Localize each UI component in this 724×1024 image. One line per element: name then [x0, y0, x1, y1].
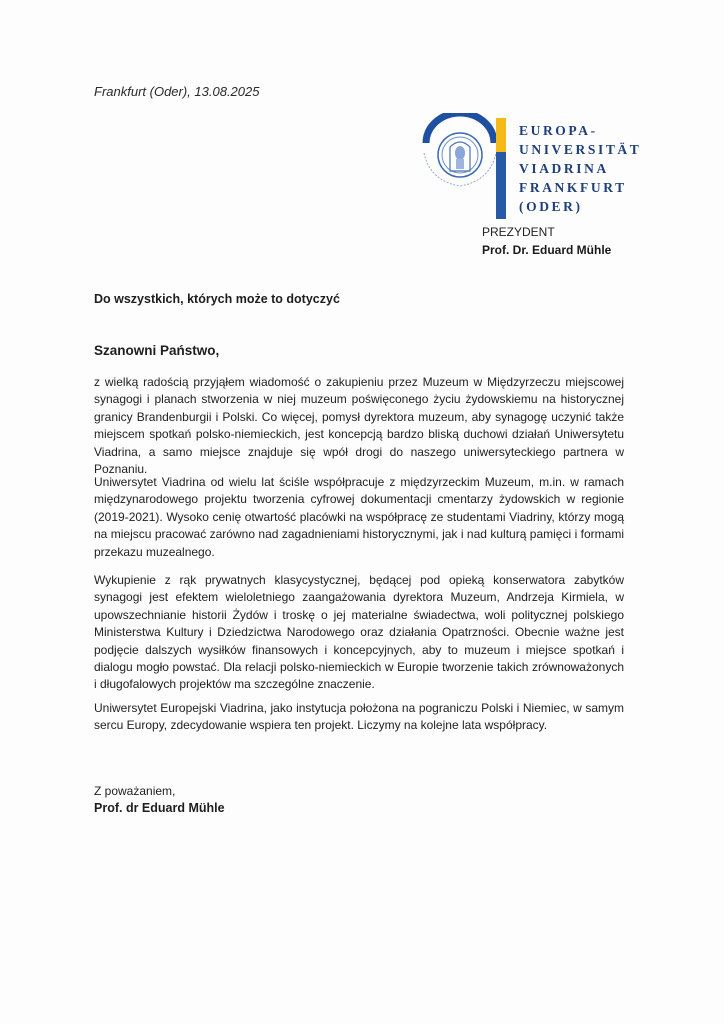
sender-name: Prof. Dr. Eduard Mühle	[482, 243, 612, 257]
wordmark-line: (ODER)	[519, 199, 583, 214]
university-seal-icon	[420, 113, 500, 189]
letter-date: Frankfurt (Oder), 13.08.2025	[94, 84, 260, 99]
sender-role: PREZYDENT	[482, 225, 555, 239]
body-paragraph: Wykupienie z rąk prywatnych klasycystycznej, będącej pod opieką konserwatora zabytków synagogi jest efektem wieloletniego zaangażowania dyrektora Muzeum, Andrzeja Kirmiela, w upowszechnianie historii Żydów i troskę o jej materialne świadectwa, woli politycznej polskiego Ministerstwa Kultury i Dziedzictwa Narodowego oraz działania Opatrzności. Obecnie ważne jest podjęcie dalszych wysiłków finansowych i koncepcyjnych, aby to muzeum i miejsce spotkań i dialogu mogło powstać. Dla relacji polsko-niemieckich w Europie tworzenie takich zrównoważonych i długofalowych projektów ma szczególne znaczenie.	[94, 573, 624, 692]
closing-phrase: Z poważaniem,	[94, 784, 176, 798]
wordmark-line: UNIVERSITÄT	[519, 142, 642, 157]
salutation: Szanowni Państwo,	[94, 343, 220, 358]
body-paragraph: Uniwersytet Viadrina od wielu lat ściśle współpracuje z międzyrzeckim Muzeum, m.in. w ramach międzynarodowego projektu tworzenia cyfrowej dokumentacji cmentarzy żydowskich w regionie (2019-2021). Wysoko cenię otwartość placówki na współpracę ze studentami Viadriny, którzy mogą na miejscu pracować zarówno nad zagadnieniami historycznymi, jak i nad kulturą pamięci i formami przekazu muzealnego.	[94, 475, 624, 559]
wordmark-line: FRANKFURT	[519, 180, 627, 195]
university-wordmark	[519, 121, 641, 216]
wordmark-line: VIADRINA	[519, 161, 609, 176]
logo-bar-blue	[496, 152, 506, 219]
logo-bar-yellow	[496, 118, 506, 152]
addressee-line: Do wszystkich, których może to dotyczyć	[94, 292, 340, 306]
signature-name: Prof. dr Eduard Mühle	[94, 801, 225, 815]
wordmark-line: EUROPA-	[519, 123, 598, 138]
body-paragraph: z wielką radością przyjąłem wiadomość o zakupieniu przez Muzeum w Międzyrzeczu miejscowej synagogi i planach stworzenia w niej muzeum poświęconego życiu żydowskiemu na historycznej granicy Brandenburgii i Polski. Co więcej, pomysł dyrektora muzeum, aby synagogę uczynić także miejscem spotkań polsko-niemieckich, jest koncepcją bardzo bliską duchowi działań Uniwersytetu Viadrina, a samo miejsce znajduje się wpół drogi do naszego uniwersyteckiego partnera w Poznaniu.	[94, 375, 624, 477]
body-paragraph: Uniwersytet Europejski Viadrina, jako instytucja położona na pograniczu Polski i Niemiec, w samym sercu Europy, zdecydowanie wspiera ten projekt. Liczymy na kolejne lata współpracy.	[94, 701, 624, 733]
